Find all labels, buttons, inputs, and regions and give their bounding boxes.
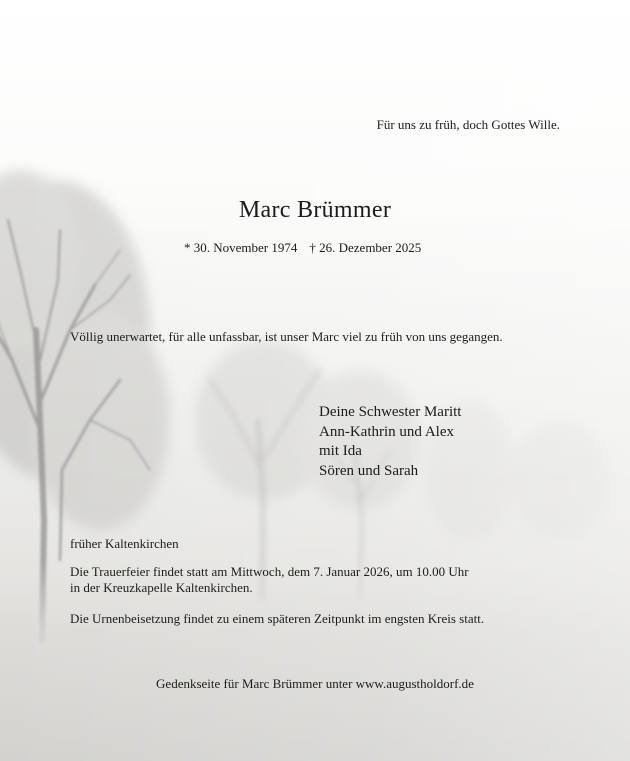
deceased-name: Marc Brümmer (238, 197, 392, 223)
service-line: in der Kreuzkapelle Kaltenkirchen. (70, 580, 253, 595)
mourner-line: Deine Schwester Maritt (319, 404, 462, 420)
former-residence: früher Kaltenkirchen (70, 536, 179, 551)
burial-info: Die Urnenbeisetzung findet zu einem späteren Zeitpunkt im engsten Kreis statt. (70, 611, 485, 626)
memorial-page-link: Gedenkseite für Marc Brümmer unter www.augustholdorf.de (156, 676, 474, 691)
mourner-line: Ann-Kathrin und Alex (319, 423, 454, 440)
funeral-service-info (70, 564, 469, 596)
motto-line: Für uns zu früh, doch Gottes Wille. (376, 117, 560, 132)
life-dates (184, 240, 421, 256)
mourner-line: Sören und Sarah (319, 462, 419, 479)
mourner-line: mit Ida (319, 443, 362, 459)
service-line: Die Trauerfeier findet statt am Mittwoch, dem 7. Januar 2026, um 10.00 Uhr (70, 564, 469, 579)
mourners-list (319, 403, 461, 481)
intro-text: Völlig unerwartet, für alle unfassbar, ist unser Marc viel zu früh von uns gegangen. (70, 329, 503, 344)
death-date: † 26. Dezember 2025 (309, 240, 422, 255)
birth-date: * 30. November 1974 (184, 240, 298, 255)
